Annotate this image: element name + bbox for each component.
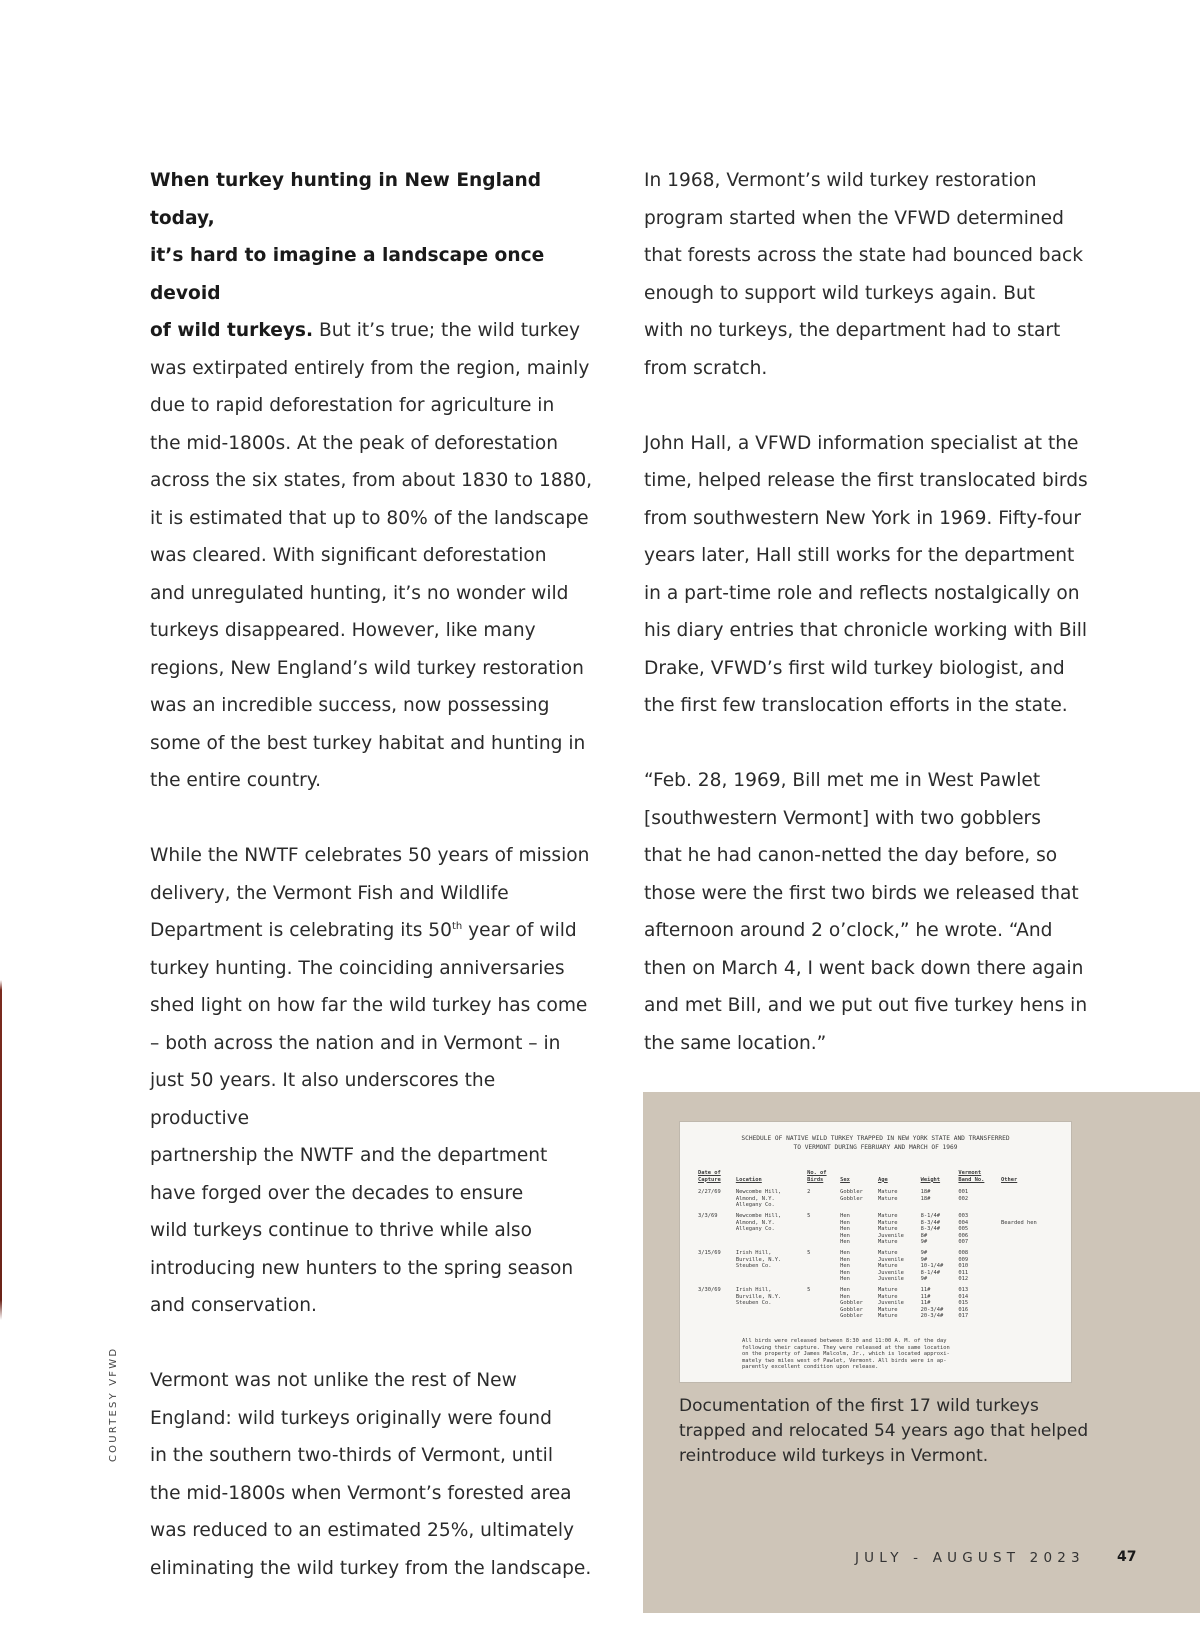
document-table-cell: 2/27/69	[698, 1189, 721, 1196]
document-table-cell: Gobbler Gobbler	[840, 1189, 863, 1202]
paragraph-program-start: In 1968, Vermont’s wild turkey restoration program started when the VFWD determined that forests across the state had bounced back enough to support wild turkeys again. But with no turkeys, the department had to start from scratch.	[644, 170, 1083, 379]
document-table-cell: 5	[807, 1212, 811, 1219]
paragraph-diary-quote: “Feb. 28, 1969, Bill met me in West Pawlet [southwestern Vermont] with two gobblers that he had canon-netted the day before, so those were the first two birds we released that afternoon around 2 o’clock,” he wrote. “And then on March 4, I went back down there again and met Bill, and we put out five turkey hens in the same location.”	[644, 770, 1088, 1054]
document-table-cell: Newcombe Hill, Almond, N.Y. Allegany Co.	[735, 1189, 782, 1209]
document-column-header: Vermont Band No.	[958, 1170, 985, 1183]
page-edge-stripe	[0, 0, 2, 1613]
document-column-header: Location	[735, 1176, 762, 1183]
document-column-header: Date of Capture	[698, 1170, 721, 1183]
document-table-cell: 001 002	[958, 1189, 969, 1202]
document-column-header: No. of Birds	[807, 1170, 827, 1183]
intro-body-text: But it’s true; the wild turkey was extirpated entirely from the region, mainly due to rapid deforestation for agriculture in the mid-1800s. At the peak of deforestation across the six states, from about 1830 to 1880, it is estimated that up to 80% of the landscape was cleared. With significant deforestation and unregulated hunting, it’s no wonder wild turkeys disappeared. However, like many regions, New England’s wild turkey restoration was an incredible success, now possessing some of the best turkey habitat and hunting in the entire country.	[150, 320, 593, 791]
paragraph-anniversary	[150, 837, 600, 1325]
document-table-cell: 3/30/69	[698, 1286, 721, 1293]
document-table-cell: Bearded hen	[1001, 1219, 1037, 1226]
document-table-cell: 3/15/69	[698, 1249, 721, 1256]
issue-date: JULY - AUGUST 2023	[855, 1550, 1085, 1566]
sidebar-box	[643, 1092, 1200, 1613]
document-table-row	[698, 1250, 1058, 1287]
document-title: SCHEDULE OF NATIVE WILD TURKEY TRAPPED IN NEW YORK STATE AND TRANSFERRED TO VERMONT DURING FEBRUARY AND MARCH OF 1969	[741, 1135, 1010, 1151]
document-table-cell: Irish Hill, Burville, N.Y. Steuben Co.	[735, 1286, 782, 1307]
document-column-header: Other	[1001, 1176, 1018, 1183]
document-column-header: Age	[877, 1176, 888, 1183]
historical-document-image	[679, 1121, 1072, 1383]
document-table-cell: 013 014 015 016 017	[958, 1286, 969, 1320]
document-table-cell	[1001, 1250, 1058, 1287]
document-note: All birds were released between 8:30 and 11:00 A. M. of the day following their capture. They were released at the same location on the property of James Malcolm, Jr., which is located approxi- mately two miles west of Pawlet, Vermont. All birds were in ap- parently excellent condition upon release.	[742, 1338, 950, 1371]
document-table-cell: Hen Hen Hen Hen Hen	[840, 1249, 850, 1283]
article-left-column	[150, 162, 600, 1625]
document-table-cell: 3/3/69	[698, 1212, 718, 1219]
document-table-cell: Newcombe Hill, Almond, N.Y. Allegany Co.	[735, 1212, 782, 1233]
paragraph-history: Vermont was not unlike the rest of New England: wild turkeys originally were found in the southern two-thirds of Vermont, until the mid-1800s when Vermont’s forested area was reduced to an estimated 25%, ultimately eliminating the wild turkey from the landscape.	[150, 1370, 592, 1579]
document-table-cell: 9# 9# 10-1/4# 8-1/4# 9#	[920, 1249, 944, 1283]
document-table-cell: 8-1/4# 8-3/4# 8-3/4# 8# 9#	[920, 1212, 941, 1246]
document-table-cell: Mature Mature Juvenile Mature Mature	[877, 1286, 904, 1320]
document-table-cell: 003 004 005 006 007	[958, 1212, 969, 1246]
document-table-cell	[1001, 1189, 1058, 1213]
document-table	[698, 1170, 1058, 1324]
document-table-cell: Irish Hill, Burville, N.Y. Steuben Co.	[735, 1249, 782, 1270]
document-table-cell: 5	[807, 1286, 811, 1293]
document-table-header	[698, 1170, 1058, 1189]
article-right-column	[644, 162, 1094, 1100]
document-table-body	[698, 1189, 1058, 1324]
document-table-cell: 18# 18#	[920, 1189, 931, 1202]
page-number: 47	[1117, 1549, 1137, 1565]
document-table-cell: 008 009 010 011 012	[958, 1249, 969, 1283]
document-table-row	[698, 1287, 1058, 1324]
document-table-cell: Mature Juvenile Mature Juvenile Juvenile	[877, 1249, 904, 1283]
lead-in-text: When turkey hunting in New England today, it’s hard to imagine a landscape once devoid of wild turkeys.	[150, 170, 545, 341]
paragraph-intro	[150, 162, 600, 800]
anniversary-text-start: While the NWTF celebrates 50 years of mission delivery, the Vermont Fish and Wildlife Department is celebrating its 50	[150, 845, 590, 941]
document-table-cell	[1001, 1287, 1058, 1324]
document-table-row	[698, 1213, 1058, 1250]
document-table-cell: Hen Hen Gobbler Gobbler Gobbler	[840, 1286, 863, 1320]
document-table-cell: Mature Mature Mature Juvenile Mature	[877, 1212, 904, 1246]
ordinal-suffix: th	[451, 920, 463, 932]
document-table-cell: 5	[807, 1249, 811, 1256]
document-column-header: Sex	[840, 1176, 850, 1183]
paragraph-john-hall: John Hall, a VFWD information specialist at the time, helped release the first translocated birds from southwestern New York in 1969. Fifty-four years later, Hall still works for the department in a part-time role and reflects nostalgically on his diary entries that chronicle working with Bill Drake, VFWD’s first wild turkey biologist, and the first few translocation efforts in the state.	[644, 432, 1088, 716]
anniversary-text-end: year of wild turkey hunting. The coinciding anniversaries shed light on how far the wild turkey has come – both across the nation and in Vermont – in just 50 years. It also underscores the productive partnership the NWTF and the department have forged over the decades to ensure wild turkeys continue to thrive while also introducing new hunters to the spring season and conservation.	[150, 920, 588, 1316]
figure-caption: Documentation of the first 17 wild turkeys trapped and relocated 54 years ago that helped reintroduce wild turkeys in Vermont.	[679, 1396, 1089, 1466]
document-table-cell: Hen Hen Hen Hen Hen	[840, 1212, 850, 1246]
document-table-row	[698, 1189, 1058, 1213]
document-column-header: Weight	[920, 1176, 941, 1183]
document-table-cell: 2	[807, 1189, 811, 1196]
document-table-cell: 11# 11# 11# 20-3/4# 20-3/4#	[920, 1286, 944, 1320]
photo-credit: COURTESY VFWD	[108, 1346, 119, 1462]
document-table-cell: Mature Mature	[877, 1189, 898, 1202]
